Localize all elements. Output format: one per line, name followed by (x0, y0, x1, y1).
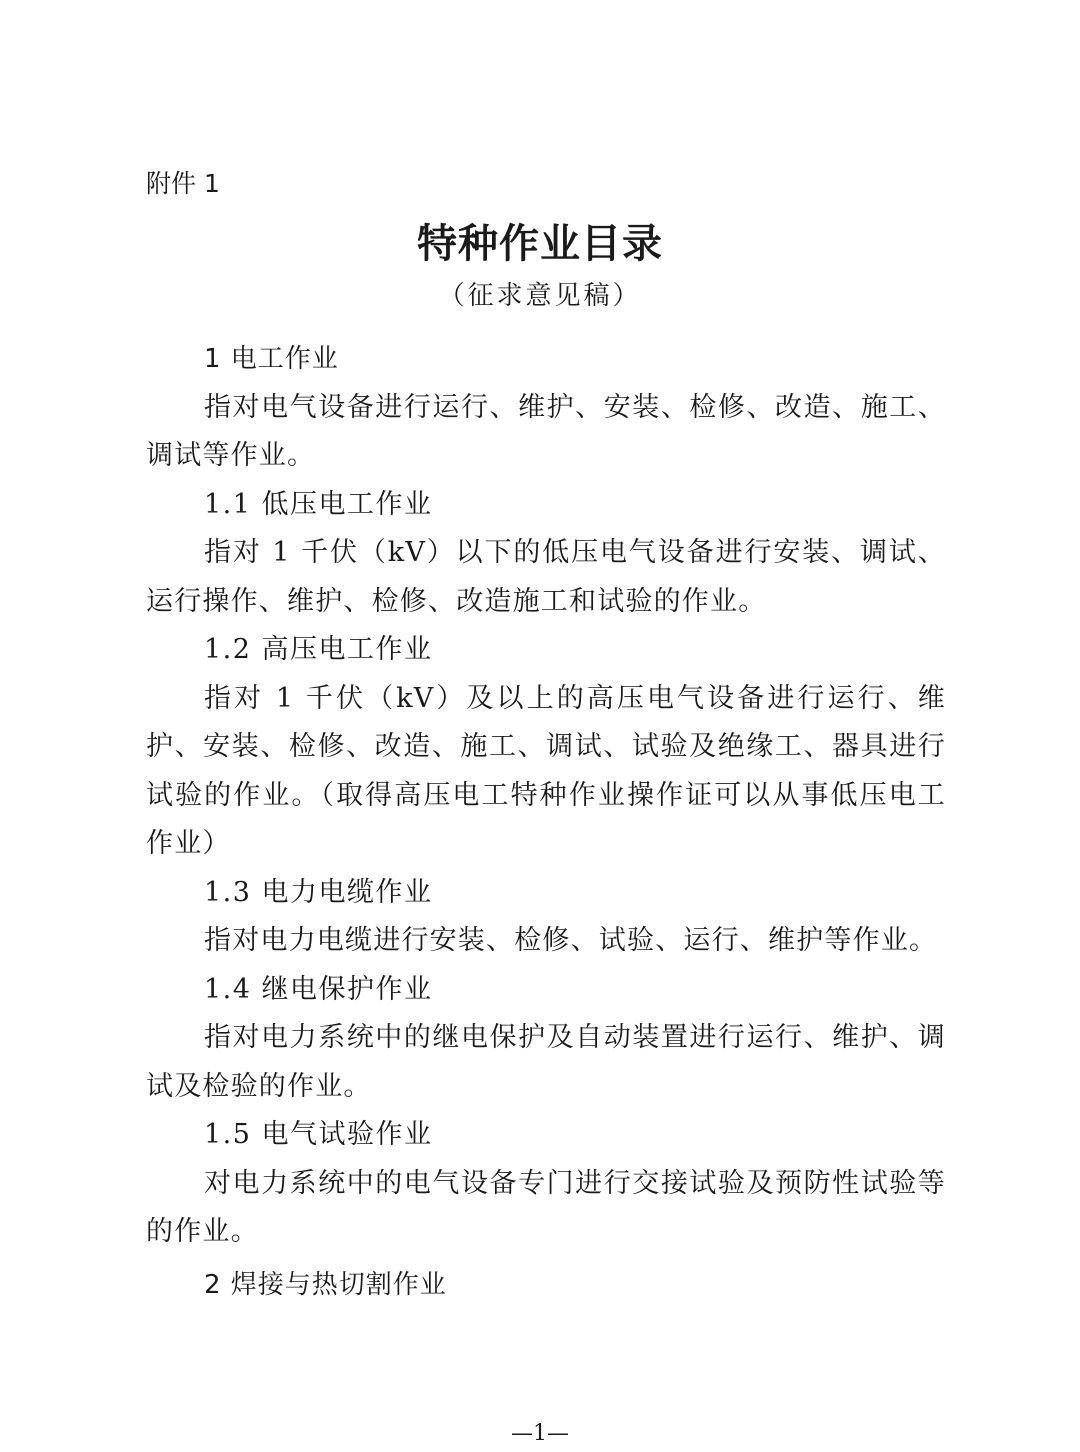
section-heading-2: 2 焊接与热切割作业 (204, 1269, 447, 1300)
section-heading-1-5: 1.5 电气试验作业 (204, 1119, 433, 1150)
section-heading-1-3: 1.3 电力电缆作业 (204, 876, 433, 908)
attachment-label: 附件 1 (146, 169, 220, 198)
section-text-1-2: 指对 1 千伏（kV）及以上的高压电气设备进行运行、维护、安装、检修、改造、施工、调试、试验及绝缘工、器具进行试验的作业。（取得高压电工特种作业操作证可以从事低压电工作业） (146, 682, 946, 859)
section-text-1-4: 指对电力系统中的继电保护及自动装置进行运行、维护、调试及检验的作业。 (146, 1022, 946, 1102)
section-heading-1-4: 1.4 继电保护作业 (204, 973, 433, 1005)
page-subtitle: （征求意见稿） (438, 281, 642, 311)
section-text-1-5: 对电力系统中的电气设备专门进行交接试验及预防性试验等的作业。 (146, 1167, 946, 1247)
section-heading-1-2: 1.2 高压电工作业 (204, 634, 433, 665)
section-text-1-3: 指对电力电缆进行安装、检修、试验、运行、维护等作业。 (204, 925, 938, 956)
page-title: 特种作业目录 (417, 220, 663, 267)
page-number: —1— (511, 1421, 569, 1446)
section-heading-1-1: 1.1 低压电工作业 (204, 488, 433, 520)
section-text-1: 指对电气设备进行运行、维护、安装、检修、改造、施工、调试等作业。 (146, 391, 946, 471)
section-heading-1: 1 电工作业 (204, 344, 339, 374)
document-body (146, 335, 946, 1309)
section-text-1-1: 指对 1 千伏（kV）以下的低压电气设备进行安装、调试、运行操作、维护、检修、改造施工和试验的作业。 (146, 537, 946, 617)
